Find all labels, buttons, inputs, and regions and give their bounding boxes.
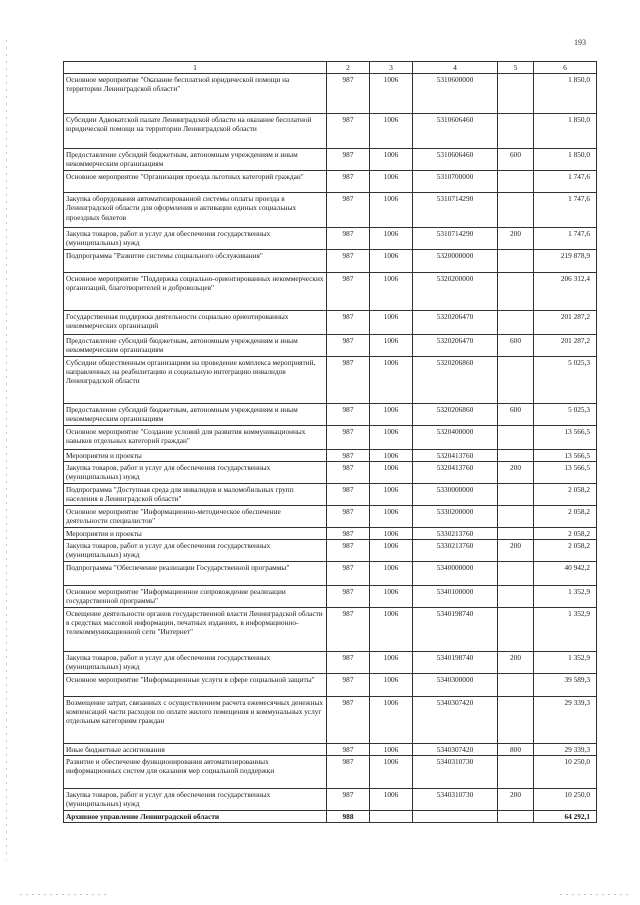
row-amount-cell: 39 589,3 [534, 673, 597, 696]
row-amount-cell: 10 250,0 [534, 788, 597, 810]
row-name-cell: Подпрограмма "Доступная среда для инвалидов и маломобильных групп населения в Ленинградской области" [64, 483, 327, 505]
row-name-cell: Архивное управление Ленинградской области [64, 810, 327, 822]
row-amount-cell: 206 312,4 [534, 273, 597, 311]
table-row [64, 461, 597, 483]
row-col2-cell: 987 [327, 788, 370, 810]
row-col3-cell: 1006 [370, 673, 413, 696]
row-amount-cell: 1 352,9 [534, 651, 597, 673]
row-col2-cell: 987 [327, 193, 370, 228]
row-col4-cell: 5330213760 [413, 539, 498, 561]
row-col5-cell [498, 273, 534, 311]
row-col5-cell [498, 74, 534, 114]
scan-left-edge [6, 40, 7, 860]
row-col5-cell [498, 193, 534, 228]
row-col2-cell: 987 [327, 149, 370, 171]
row-col4-cell: 5320206860 [413, 356, 498, 403]
row-name-cell: Подпрограмма "Развитие системы социального обслуживания" [64, 250, 327, 273]
row-col5-cell: 200 [498, 651, 534, 673]
row-col3-cell: 1006 [370, 193, 413, 228]
row-col5-cell: 800 [498, 743, 534, 755]
row-name-cell: Основное мероприятие "Оказание бесплатной юридической помощи на территории Ленинградской области" [64, 74, 327, 114]
row-col3-cell: 1006 [370, 505, 413, 527]
row-col2-cell: 987 [327, 483, 370, 505]
row-col5-cell [498, 607, 534, 651]
row-name-cell: Предоставление субсидий бюджетным, автономным учреждениям и иным некоммерческим организациям [64, 149, 327, 171]
row-col4-cell [413, 810, 498, 822]
row-col3-cell: 1006 [370, 696, 413, 743]
row-col3-cell: 1006 [370, 585, 413, 607]
row-col4-cell: 5330213760 [413, 527, 498, 539]
row-col4-cell: 5320200000 [413, 273, 498, 311]
row-col2-cell: 987 [327, 403, 370, 425]
row-col4-cell: 5310700000 [413, 171, 498, 193]
row-col4-cell: 5320400000 [413, 425, 498, 449]
header-col-5: 5 [498, 62, 534, 74]
row-name-cell: Мероприятия и проекты [64, 449, 327, 461]
row-name-cell: Государственная поддержка деятельности социально ориентированных некоммерческих организаций [64, 311, 327, 335]
row-col3-cell: 1006 [370, 755, 413, 788]
row-col2-cell: 987 [327, 539, 370, 561]
row-col2-cell: 987 [327, 273, 370, 311]
row-col2-cell: 987 [327, 425, 370, 449]
table-body [64, 74, 597, 823]
row-amount-cell: 201 287,2 [534, 311, 597, 335]
header-col-6: 6 [534, 62, 597, 74]
row-col5-cell [498, 673, 534, 696]
row-col3-cell: 1006 [370, 335, 413, 356]
row-col5-cell: 600 [498, 149, 534, 171]
row-name-cell: Субсидии общественным организациям на проведение комплекса мероприятий, направленных на реабилитацию и социальную интеграцию инвалидов Ленинградской области [64, 356, 327, 403]
row-col4-cell: 5310714290 [413, 228, 498, 250]
row-amount-cell: 1 747,6 [534, 193, 597, 228]
row-col5-cell [498, 114, 534, 149]
row-col2-cell: 987 [327, 449, 370, 461]
row-amount-cell: 1 747,6 [534, 171, 597, 193]
row-col5-cell [498, 311, 534, 335]
table-row [64, 505, 597, 527]
row-col3-cell: 1006 [370, 149, 413, 171]
row-name-cell: Основное мероприятие "Организация проезда льготных категорий граждан" [64, 171, 327, 193]
row-col5-cell: 200 [498, 539, 534, 561]
row-name-cell: Иные бюджетные ассигнования [64, 743, 327, 755]
row-name-cell: Закупка оборудования автоматизированной системы оплаты проезда в Ленинградской области для оформления и активации единых социальных проездных билетов [64, 193, 327, 228]
row-col3-cell: 1006 [370, 561, 413, 585]
row-col3-cell: 1006 [370, 449, 413, 461]
row-name-cell: Освещение деятельности органов государственной власти Ленинградской области в средствах массовой информации, печатных изданиях, в информационно-телекоммуникационной сети "Интернет" [64, 607, 327, 651]
row-col5-cell: 600 [498, 403, 534, 425]
row-col2-cell: 987 [327, 673, 370, 696]
row-name-cell: Предоставление субсидий бюджетным, автономным учреждениям и иным некоммерческим организациям [64, 403, 327, 425]
row-col4-cell: 5340300000 [413, 673, 498, 696]
row-col4-cell: 5340000000 [413, 561, 498, 585]
row-col3-cell: 1006 [370, 483, 413, 505]
row-col5-cell [498, 696, 534, 743]
row-name-cell: Основное мероприятие "Создание условий для развития коммуникационных навыков отдельных категорий граждан" [64, 425, 327, 449]
row-col2-cell: 987 [327, 250, 370, 273]
row-name-cell: Возмещение затрат, связанных с осуществлением расчета ежемесячных денежных компенсаций части расходов по оплате жилого помещения и коммунальных услуг отдельным категориям граждан [64, 696, 327, 743]
row-col2-cell: 987 [327, 505, 370, 527]
row-col3-cell: 1006 [370, 250, 413, 273]
budget-table [63, 61, 597, 823]
row-amount-cell: 29 339,3 [534, 743, 597, 755]
row-col3-cell: 1006 [370, 228, 413, 250]
row-col3-cell: 1006 [370, 74, 413, 114]
table-row [64, 696, 597, 743]
row-col5-cell: 200 [498, 461, 534, 483]
row-name-cell: Закупка товаров, работ и услуг для обеспечения государственных (муниципальных) нужд [64, 228, 327, 250]
header-col-3: 3 [370, 62, 413, 74]
row-col3-cell: 1006 [370, 461, 413, 483]
row-col4-cell: 5310606460 [413, 114, 498, 149]
row-col5-cell [498, 483, 534, 505]
row-col5-cell [498, 585, 534, 607]
row-col5-cell [498, 505, 534, 527]
table-row [64, 74, 597, 114]
row-name-cell: Закупка товаров, работ и услуг для обеспечения государственных (муниципальных) нужд [64, 539, 327, 561]
row-col5-cell [498, 810, 534, 822]
row-col2-cell: 987 [327, 228, 370, 250]
row-name-cell: Основное мероприятие "Информационно-методическое обеспечение деятельности специалистов" [64, 505, 327, 527]
row-col4-cell: 5340307420 [413, 743, 498, 755]
table-row [64, 356, 597, 403]
row-amount-cell: 2 058,2 [534, 539, 597, 561]
row-col3-cell: 1006 [370, 527, 413, 539]
row-amount-cell: 219 878,9 [534, 250, 597, 273]
row-col4-cell: 5340100000 [413, 585, 498, 607]
row-name-cell: Закупка товаров, работ и услуг для обеспечения государственных (муниципальных) нужд [64, 651, 327, 673]
row-amount-cell: 2 058,2 [534, 483, 597, 505]
table-row [64, 561, 597, 585]
row-amount-cell: 13 566,5 [534, 449, 597, 461]
row-amount-cell: 1 352,9 [534, 607, 597, 651]
table-row [64, 673, 597, 696]
row-col4-cell: 5320413760 [413, 461, 498, 483]
scan-bottom-left-edge [20, 894, 110, 895]
table-row [64, 273, 597, 311]
row-name-cell: Мероприятия и проекты [64, 527, 327, 539]
row-col3-cell: 1006 [370, 311, 413, 335]
row-amount-cell: 13 566,5 [534, 461, 597, 483]
row-col5-cell [498, 449, 534, 461]
table-row [64, 311, 597, 335]
row-col4-cell: 5340198740 [413, 607, 498, 651]
row-col5-cell: 200 [498, 788, 534, 810]
row-amount-cell: 64 292,1 [534, 810, 597, 822]
table-row [64, 539, 597, 561]
table-row [64, 527, 597, 539]
table-row [64, 171, 597, 193]
row-amount-cell: 1 747,6 [534, 228, 597, 250]
row-amount-cell: 1 850,0 [534, 149, 597, 171]
table-row [64, 403, 597, 425]
row-col3-cell: 1006 [370, 651, 413, 673]
row-col2-cell: 987 [327, 561, 370, 585]
row-col2-cell: 987 [327, 114, 370, 149]
row-col3-cell: 1006 [370, 356, 413, 403]
row-col2-cell: 987 [327, 74, 370, 114]
row-amount-cell: 10 250,0 [534, 755, 597, 788]
row-amount-cell: 1 850,0 [534, 74, 597, 114]
row-col4-cell: 5310606460 [413, 149, 498, 171]
row-col3-cell: 1006 [370, 114, 413, 149]
table-row [64, 788, 597, 810]
page-number: 193 [574, 38, 586, 47]
table-row [64, 810, 597, 822]
row-amount-cell: 2 058,2 [534, 527, 597, 539]
row-col5-cell [498, 425, 534, 449]
row-col2-cell: 988 [327, 810, 370, 822]
row-col5-cell [498, 561, 534, 585]
row-col2-cell: 987 [327, 755, 370, 788]
table-row [64, 228, 597, 250]
row-col2-cell: 987 [327, 461, 370, 483]
table-row [64, 449, 597, 461]
row-col5-cell: 200 [498, 228, 534, 250]
row-name-cell: Основное мероприятие "Информационное сопровождение реализации государственной программы" [64, 585, 327, 607]
row-col5-cell [498, 356, 534, 403]
scan-bottom-right-edge [560, 894, 630, 895]
row-col4-cell: 5320206860 [413, 403, 498, 425]
row-col4-cell: 5320206470 [413, 335, 498, 356]
row-col4-cell: 5320206470 [413, 311, 498, 335]
table-row [64, 585, 597, 607]
row-col4-cell: 5320000000 [413, 250, 498, 273]
row-name-cell: Основное мероприятие "Поддержка социально-ориентированных некоммерческих организаций, благотворителей и добровольцев" [64, 273, 327, 311]
row-col4-cell: 5330200000 [413, 505, 498, 527]
row-amount-cell: 201 287,2 [534, 335, 597, 356]
row-amount-cell: 5 025,3 [534, 356, 597, 403]
row-name-cell: Предоставление субсидий бюджетным, автономным учреждениям и иным некоммерческим организациям [64, 335, 327, 356]
table-row [64, 483, 597, 505]
table-row [64, 607, 597, 651]
row-amount-cell: 1 850,0 [534, 114, 597, 149]
row-col4-cell: 5330000000 [413, 483, 498, 505]
table-row [64, 114, 597, 149]
row-name-cell: Закупка товаров, работ и услуг для обеспечения государственных (муниципальных) нужд [64, 461, 327, 483]
row-name-cell: Подпрограмма "Обеспечение реализации Государственной программы" [64, 561, 327, 585]
row-col3-cell: 1006 [370, 788, 413, 810]
row-name-cell: Закупка товаров, работ и услуг для обеспечения государственных (муниципальных) нужд [64, 788, 327, 810]
row-col5-cell [498, 527, 534, 539]
row-col4-cell: 5310714290 [413, 193, 498, 228]
row-col2-cell: 987 [327, 171, 370, 193]
row-col3-cell: 1006 [370, 607, 413, 651]
row-col4-cell: 5340307420 [413, 696, 498, 743]
row-name-cell: Основное мероприятие "Информационные услуги в сфере социальной защиты" [64, 673, 327, 696]
row-col5-cell: 600 [498, 335, 534, 356]
row-name-cell: Развитие и обеспечение функционирования автоматизированных информационных систем для оказания мер социальной поддержки [64, 755, 327, 788]
row-col4-cell: 5340310730 [413, 755, 498, 788]
row-col2-cell: 987 [327, 696, 370, 743]
row-col3-cell: 1006 [370, 743, 413, 755]
row-col2-cell: 987 [327, 335, 370, 356]
row-amount-cell: 1 352,9 [534, 585, 597, 607]
row-amount-cell: 29 339,3 [534, 696, 597, 743]
row-col3-cell [370, 810, 413, 822]
row-col5-cell [498, 250, 534, 273]
row-col5-cell [498, 171, 534, 193]
row-col4-cell: 5310600000 [413, 74, 498, 114]
row-col3-cell: 1006 [370, 539, 413, 561]
row-col3-cell: 1006 [370, 403, 413, 425]
row-col4-cell: 5340198740 [413, 651, 498, 673]
table-row [64, 743, 597, 755]
header-col-1: 1 [64, 62, 327, 74]
row-col2-cell: 987 [327, 527, 370, 539]
row-col3-cell: 1006 [370, 425, 413, 449]
header-col-4: 4 [413, 62, 498, 74]
row-amount-cell: 5 025,3 [534, 403, 597, 425]
row-amount-cell: 40 942,2 [534, 561, 597, 585]
row-name-cell: Субсидии Адвокатской палате Ленинградской области на оказание бесплатной юридической помощи на территории Ленинградской области [64, 114, 327, 149]
row-col5-cell [498, 755, 534, 788]
row-col2-cell: 987 [327, 311, 370, 335]
table-row [64, 651, 597, 673]
row-col4-cell: 5340310730 [413, 788, 498, 810]
table-row [64, 335, 597, 356]
row-col2-cell: 987 [327, 607, 370, 651]
table-row [64, 425, 597, 449]
row-amount-cell: 13 566,5 [534, 425, 597, 449]
row-col2-cell: 987 [327, 651, 370, 673]
row-col3-cell: 1006 [370, 273, 413, 311]
row-amount-cell: 2 058,2 [534, 505, 597, 527]
row-col2-cell: 987 [327, 743, 370, 755]
table-row [64, 250, 597, 273]
table-header [64, 62, 597, 74]
table-row [64, 149, 597, 171]
row-col3-cell: 1006 [370, 171, 413, 193]
table-row [64, 755, 597, 788]
header-col-2: 2 [327, 62, 370, 74]
row-col4-cell: 5320413760 [413, 449, 498, 461]
row-col2-cell: 987 [327, 356, 370, 403]
table-row [64, 193, 597, 228]
row-col2-cell: 987 [327, 585, 370, 607]
